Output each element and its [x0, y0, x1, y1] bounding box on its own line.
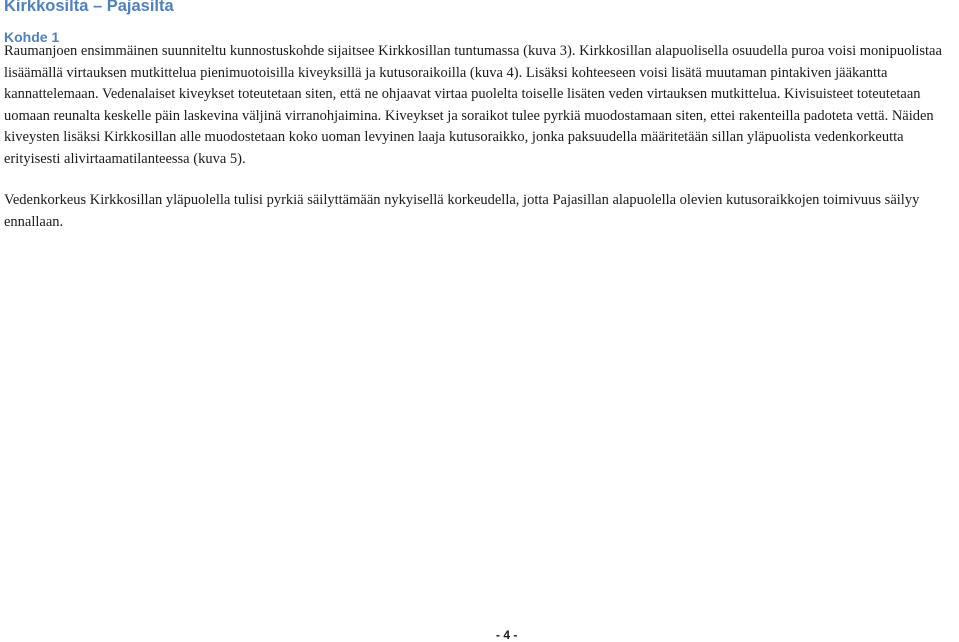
page-number: - 4 - [496, 628, 518, 642]
body-text [4, 41, 959, 233]
paragraph-2: Vedenkorkeus Kirkkosillan yläpuolella tulisi pyrkiä säilyttämään nykyisellä korkeudella, jotta Pajasillan alapuolella olevien kutusoraikkojen toimivuus säilyy ennallaan. [4, 192, 920, 230]
section-subtitle: Kohde 1 [4, 29, 60, 45]
paragraph-1: Raumanjoen ensimmäinen suunniteltu kunnostuskohde sijaitsee Kirkkosillan tuntumassa (kuva 3). Kirkkosillan alapuolisella osuudella puroa voisi monipuolistaa lisäämällä virtauksen mutkittelua pienimuotoisilla kiveyksillä ja kutusoraikoilla (kuva 4). Lisäksi kohteeseen voisi lisätä muutaman pintakiven jääkantta kannattelemaan. Vedenalaiset kiveykset toteutetaan siten, että ne ohjaavat virtaa puolelta toiselle lisäten veden virtauksen mutkittelua. Kivisuisteet toteutetaan uomaan reunalta keskelle päin laskevina väljinä virranohjaimina. Kiveykset ja soraikot tulee pyrkiä muodostamaan siten, ettei rakenteilla padoteta vettä. Näiden kiveysten lisäksi Kirkkosillan alle muodostetaan koko uoman levyinen laaja kutusoraikko, jonka paksuudella määritetään sillan yläpuolista vedenkorkeutta erityisesti alivirtaamatilanteessa (kuva 5). [4, 43, 942, 167]
section-title: Kirkkosilta – Pajasilta [4, 0, 174, 15]
